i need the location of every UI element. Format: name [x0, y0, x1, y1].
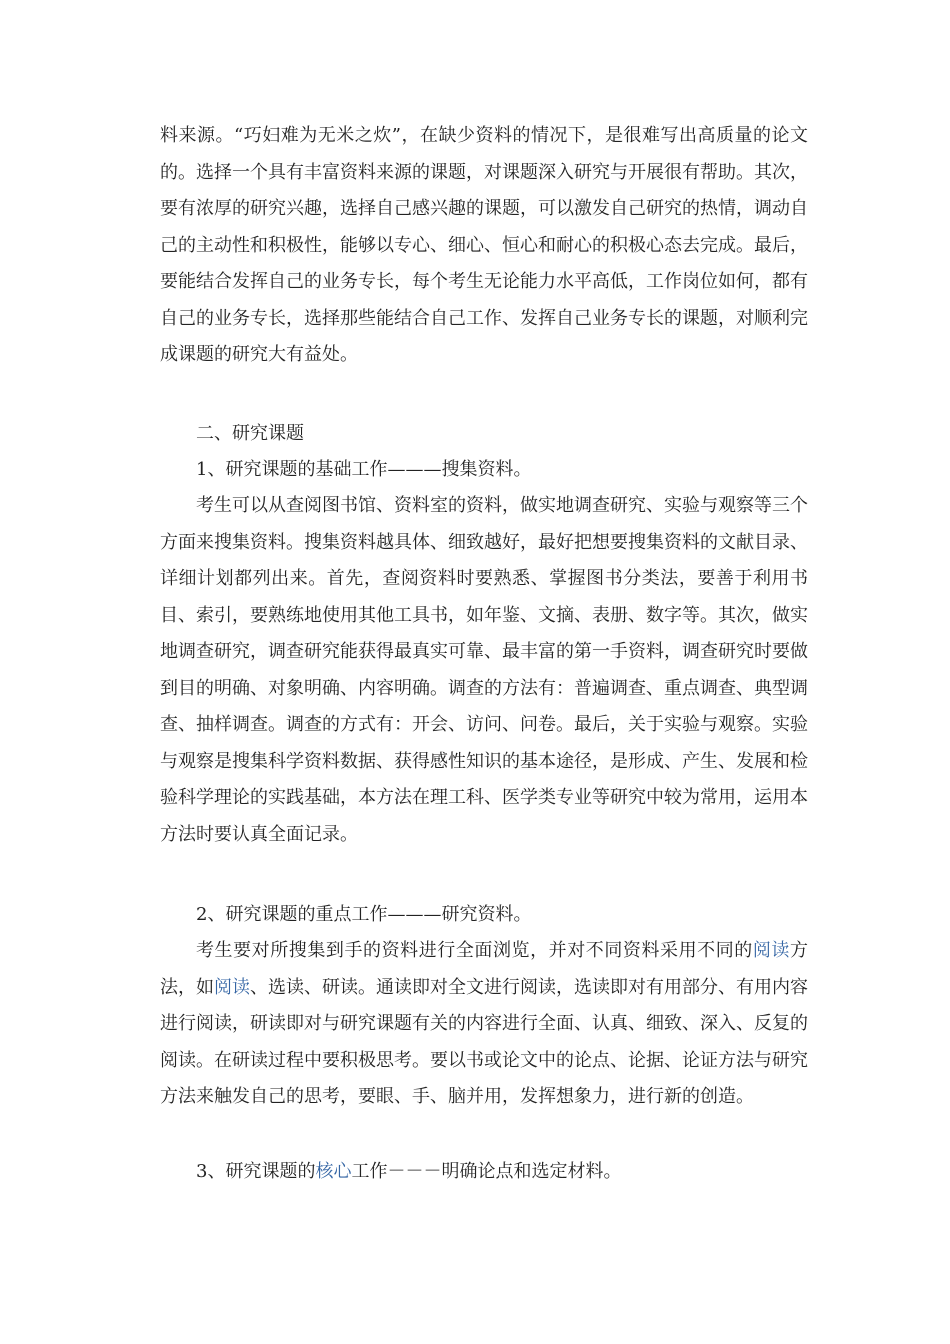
heading-text: 3、研究课题的 — [196, 1161, 316, 1182]
core-link[interactable]: 核心 — [315, 1161, 352, 1182]
paragraph-topic-selection: 料来源。“巧妇难为无米之炊”，在缺少资料的情况下，是很难写出高质量的论文的。选择一个具有丰富资料来源的课题，对课题深入研究与开展很有帮助。其次，要有浓厚的研究兴趣，选择自己感兴趣的课题，可以激发自己研究的热情，调动自己的主动性和积极性，能够以专心、细心、恒心和耐心的积极心态去完成。最后，要能结合发挥自己的业务专长，每个考生无论能力水平高低，工作岗位如何，都有自己的业务专长，选择那些能结合自己工作、发挥自己业务专长的课题，对顺利完成课题的研究大有益处。 — [160, 125, 808, 365]
reading-link[interactable]: 阅读 — [752, 940, 790, 961]
subheading-collect-materials: 1、研究课题的基础工作———搜集资料。 — [196, 459, 532, 480]
paragraph-study-materials — [160, 933, 808, 1116]
section-heading-research-topic: 二、研究课题 — [196, 423, 304, 444]
paragraph-text: 方法，如 — [160, 940, 808, 998]
paragraph-text: 考生要对所搜集到手的资料进行全面浏览，并对不同资料采用不同的 — [196, 940, 753, 961]
subheading-core-work — [196, 1154, 621, 1190]
paragraph-text: 、选读、研读。通读即对全文进行阅读，选读即对有用部分、有用内容进行阅读，研读即对与研究课题有关的内容进行全面、认真、细致、深入、反复的阅读。在研读过程中要积极思考。要以书或论文中的论点、论据、论证方法与研究方法来触发自己的思考，要眼、手、脑并用，发挥想象力，进行新的创造。 — [160, 976, 808, 1107]
heading-text: 工作－－－明确论点和选定材料。 — [351, 1161, 622, 1182]
subheading-study-materials: 2、研究课题的重点工作———研究资料。 — [196, 904, 532, 925]
reading-link-2[interactable]: 阅读 — [214, 976, 250, 998]
paragraph-collect-materials: 考生可以从查阅图书馆、资料室的资料，做实地调查研究、实验与观察等三个方面来搜集资料。搜集资料越具体、细致越好，最好把想要搜集资料的文献目录、详细计划都列出来。首先，查阅资料时要熟悉、掌握图书分类法，要善于利用书目、索引，要熟练地使用其他工具书，如年鉴、文摘、表册、数字等。其次，做实地调查研究，调查研究能获得最真实可靠、最丰富的第一手资料，调查研究时要做到目的明确、对象明确、内容明确。调查的方法有：普遍调查、重点调查、典型调查、抽样调查。调查的方式有：开会、访问、问卷。最后，关于实验与观察。实验与观察是搜集科学资料数据、获得感性知识的基本途径，是形成、产生、发展和检验科学理论的实践基础，本方法在理工科、医学类专业等研究中较为常用，运用本方法时要认真全面记录。 — [160, 495, 808, 845]
